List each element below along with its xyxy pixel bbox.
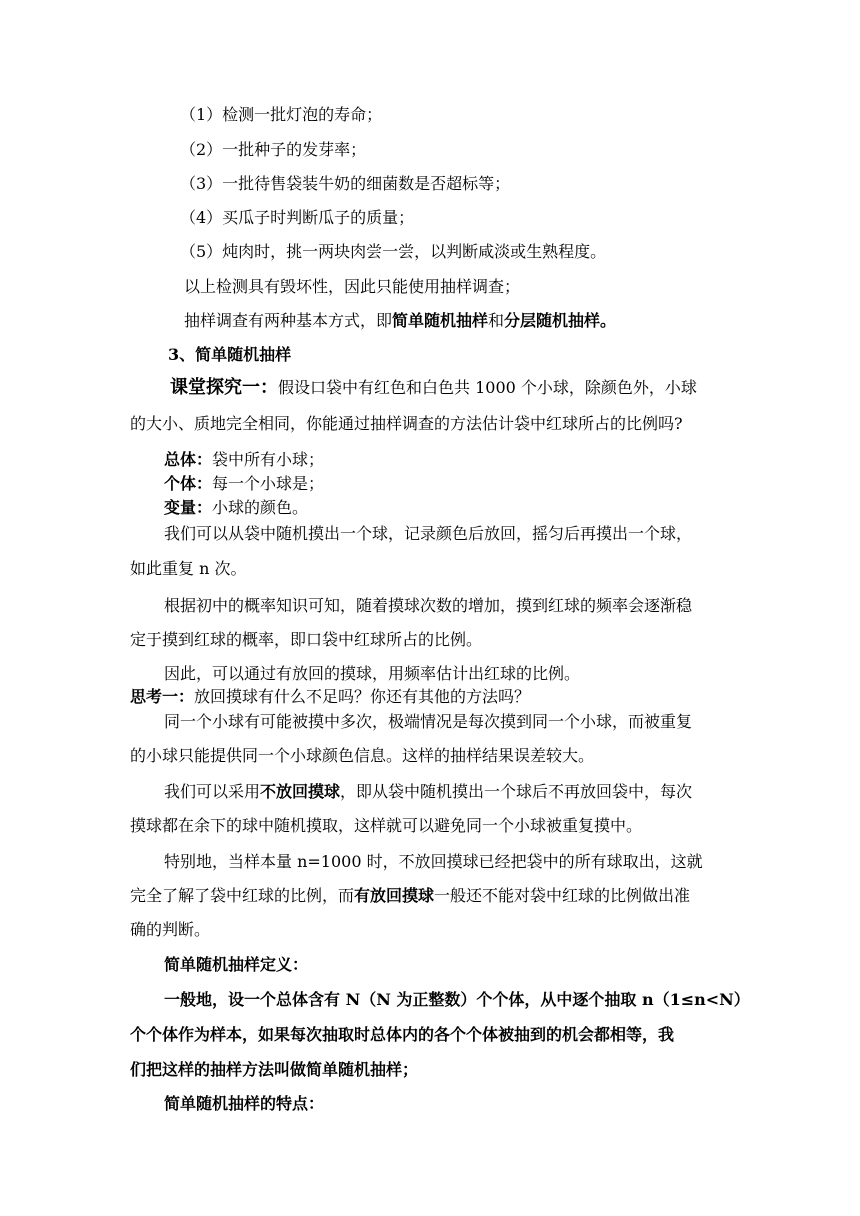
explore-label: 课堂探究一： [170,377,278,398]
para5-line-2: 摸球都在余下的球中随机摸取，这样就可以避免同一个小球被重复摸中。 [130,816,643,835]
list-item-3: （3）一批待售袋装牛奶的细菌数是否超标等； [180,174,511,193]
para1-line-1: 我们可以从袋中随机摸出一个球，记录颜色后放回，摇匀后再摸出一个球， [164,524,693,543]
list-item-4: （4）买瓜子时判断瓜子的质量； [180,208,415,227]
methods-line [184,311,616,331]
para5-prefix: 我们可以采用 [164,782,261,801]
think-line [130,687,530,707]
destructive-note: 以上检测具有毁坏性，因此只能使用抽样调查； [184,277,521,296]
para4-line-1: 同一个小球有可能被摸中多次，极端情况是每次摸到同一个小球，而被重复 [164,712,693,731]
def-text: 小球的颜色。 [212,498,309,517]
para5-line-1 [164,782,692,802]
list-item-5: （5）炖肉时，挑一两块肉尝一尝，以判断咸淡或生熟程度。 [180,242,607,261]
para5-suffix: ，即从袋中随机摸出一个球后不再放回袋中，每次 [340,782,693,801]
def-text: 每一个小球是； [212,474,325,493]
definition-line-1: 一般地，设一个总体含有 N（N 为正整数）个个体，从中逐个抽取 n（1≤n<N） [164,990,750,1009]
explore-text-1: 假设口袋中有红色和白色共 1000 个小球，除颜色外，小球 [278,378,697,397]
def-term: 总体： [164,450,213,469]
def-individual [164,474,324,494]
def-term: 变量： [164,498,213,517]
method-simple-random: 简单随机抽样 [392,311,489,330]
think-label: 思考一： [130,687,195,706]
para1-line-2: 如此重复 n 次。 [130,559,247,578]
def-text: 袋中所有小球； [212,450,325,469]
methods-prefix: 抽样调查有两种基本方式，即 [184,311,393,330]
para2-line-2: 定于摸到红球的概率，即口袋中红球所占的比例。 [130,630,483,649]
para6-bold: 有放回摸球 [354,886,435,905]
para3: 因此，可以通过有放回的摸球，用频率估计出红球的比例。 [164,664,581,683]
definition-line-3: 们把这样的抽样方法叫做简单随机抽样； [130,1060,419,1079]
explore-line-2: 的大小、质地完全相同，你能通过抽样调查的方法估计袋中红球所占的比例吗? [130,414,683,433]
def-variable [164,498,308,518]
para6-line-2 [130,886,690,906]
definition-line-2: 个个体作为样本，如果每次抽取时总体内的各个个体被抽到的机会都相等，我 [130,1025,675,1044]
para2-line-1: 根据初中的概率知识可知，随着摸球次数的增加，摸到红球的频率会逐渐稳 [164,596,693,615]
para5-bold: 不放回摸球 [260,782,341,801]
definition-heading: 简单随机抽样定义： [164,955,309,974]
para6-prefix: 完全了解了袋中红球的比例，而 [130,886,355,905]
methods-and: 和 [488,311,505,330]
para4-line-2: 的小球只能提供同一个小球颜色信息。这样的抽样结果误差较大。 [130,746,595,765]
list-item-1: （1）检测一批灯泡的寿命； [180,105,383,124]
explore-line-1 [170,378,697,398]
section-heading: 3、简单随机抽样 [168,345,292,364]
def-term: 个体： [164,474,213,493]
para6-suffix: 一般还不能对袋中红球的比例做出准 [434,886,691,905]
para6-line-3: 确的判断。 [130,920,211,939]
list-item-2: （2）一批种子的发芽率； [180,140,367,159]
think-text: 放回摸球有什么不足吗？你还有其他的方法吗？ [194,687,531,706]
def-population [164,450,324,470]
para6-line-1: 特别地，当样本量 n=1000 时，不放回摸球已经把袋中的所有球取出，这就 [164,852,703,871]
method-stratified: 分层随机抽样。 [504,311,617,330]
features-heading: 简单随机抽样的特点： [164,1094,325,1113]
